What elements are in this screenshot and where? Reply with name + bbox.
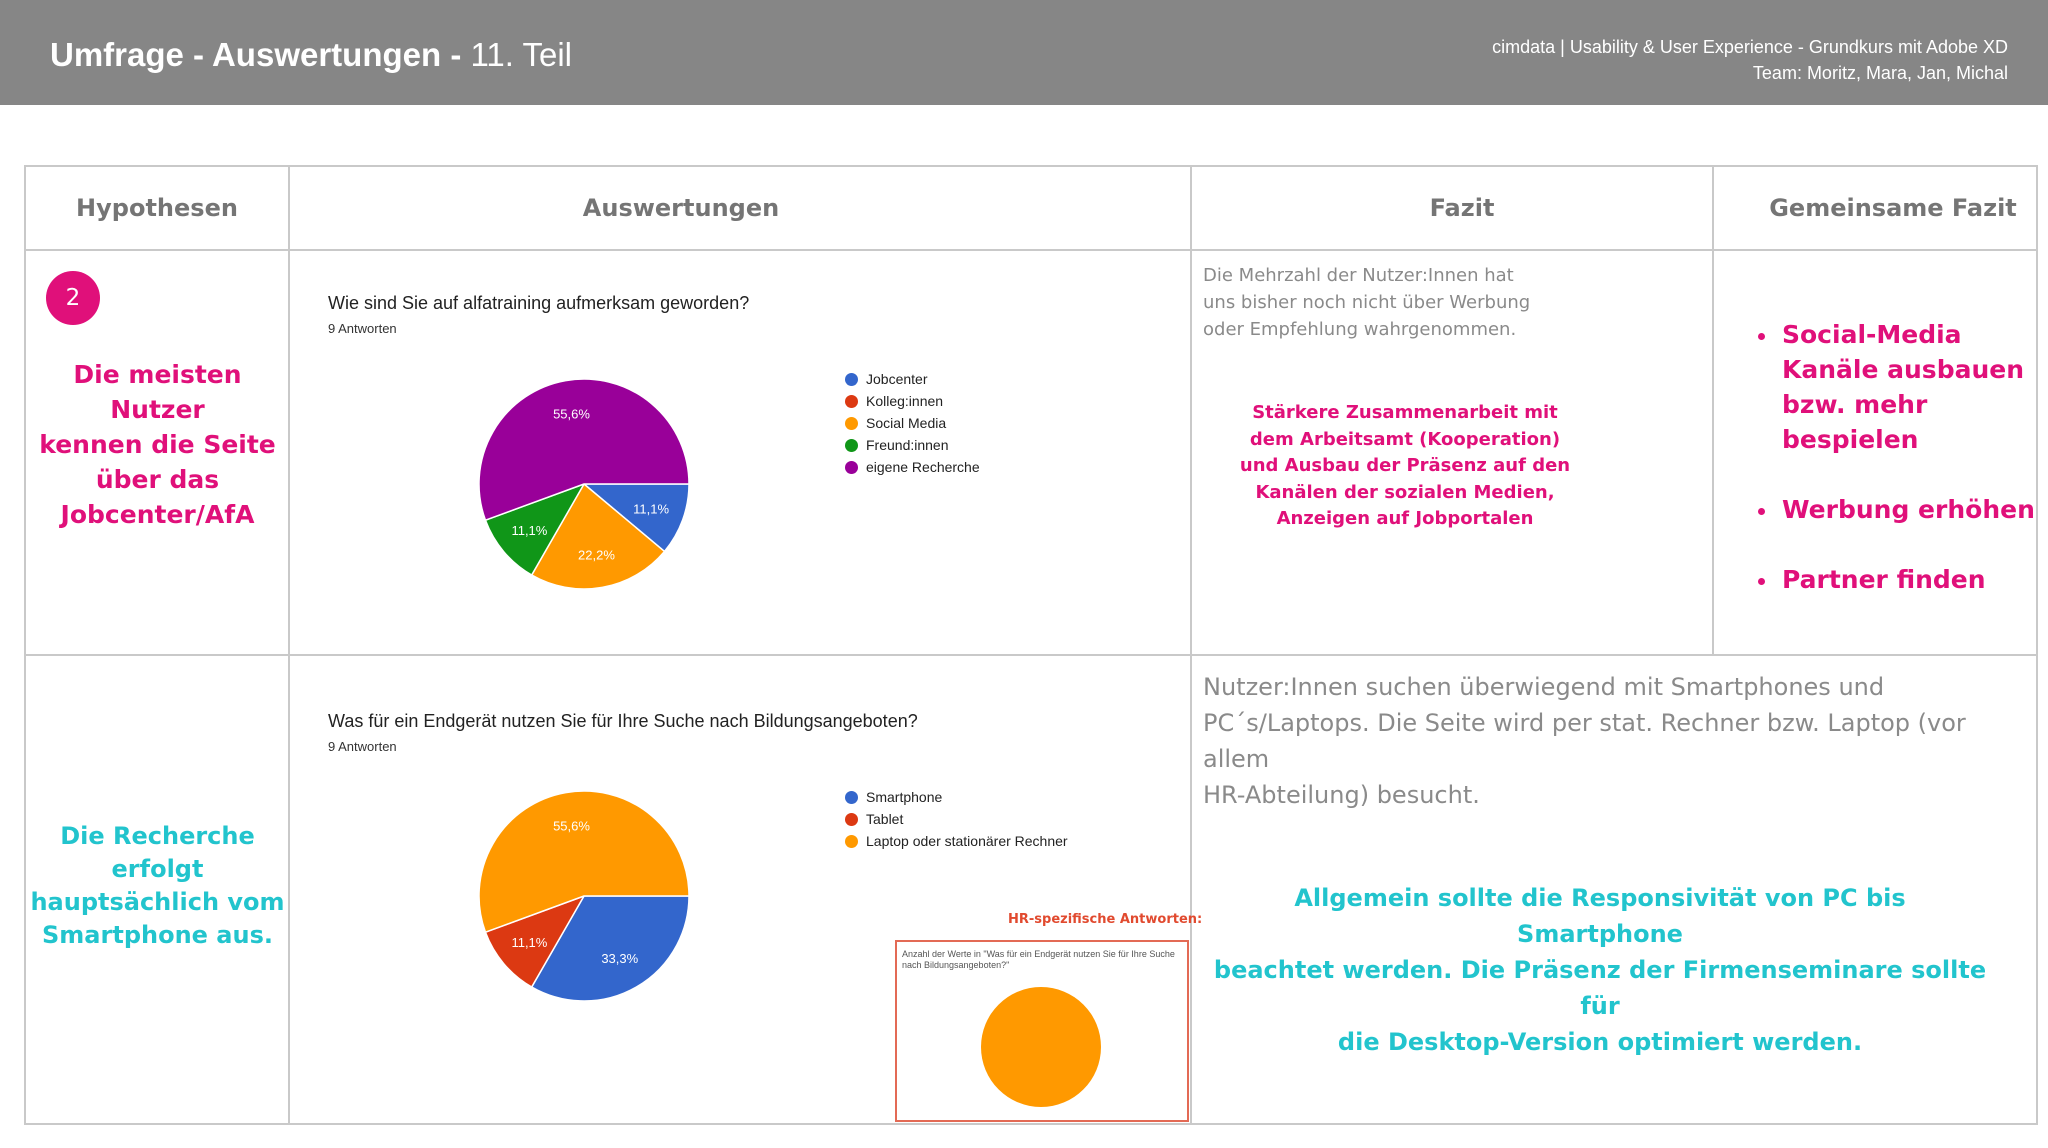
chart-1-legend-swatch: [845, 439, 858, 452]
chart-1-data-label: 22,2%: [578, 547, 615, 563]
chart-2-answer-count: 9 Antworten: [328, 739, 397, 754]
hypothesis-1: [30, 357, 285, 532]
meta-team: Team: Moritz, Mara, Jan, Michal: [1752, 63, 2008, 83]
grid-col1: [288, 165, 290, 1125]
gemeinsame-fazit-line: Kanäle ausbauen: [1782, 355, 2025, 384]
chart-2-legend-swatch: [845, 835, 858, 848]
chart-1-data-label: 11,1%: [511, 523, 548, 539]
chart-2-question: Was für ein Endgerät nutzen Sie für Ihre Suche nach Bildungsangeboten?: [328, 711, 918, 731]
chart-1-legend-label: Social Media: [866, 415, 947, 431]
hr-chart-box: [895, 940, 1189, 1122]
column-header-gemeinsame-fazit: Gemeinsame Fazit: [1769, 193, 2017, 222]
chart-1-answer-count: 9 Antworten: [328, 321, 397, 336]
grid-row1-bottom: [24, 654, 2038, 656]
fazit-1-highlight-line: Anzeigen auf Jobportalen: [1276, 508, 1534, 529]
chart-1-legend-swatch: [845, 373, 858, 386]
fazit-1-highlight: [1230, 400, 1580, 533]
hypothesis-1-line: Jobcenter/AfA: [60, 500, 255, 529]
fazit-1-highlight-line: dem Arbeitsamt (Kooperation): [1249, 428, 1561, 450]
fazit-2-text: [1203, 669, 2033, 813]
gemeinsame-fazit-line: Social-Media: [1782, 320, 1962, 349]
chart-2-legend-label: Laptop oder stationärer Rechner: [866, 833, 1068, 849]
chart-2-legend-item: [845, 808, 1068, 830]
title-bold: Umfrage - Auswertungen -: [50, 36, 462, 73]
fazit-1-highlight-line: Kanälen der sozialen Medien,: [1255, 481, 1555, 503]
fazit-2-line: Nutzer:Innen suchen überwiegend mit Smartphones und: [1203, 673, 1885, 701]
chart-2-legend-swatch: [845, 791, 858, 804]
chart-2-data-label: 33,3%: [601, 950, 639, 966]
chart-1-legend-label: Kolleg:innen: [866, 393, 944, 409]
chart-1-legend-item: [845, 390, 980, 412]
chart-1-legend-swatch: [845, 461, 858, 474]
hypothesis-2-line: Die Recherche: [60, 822, 255, 850]
chart-2-legend-swatch: [845, 813, 858, 826]
chart-1-data-label: 55,6%: [553, 406, 590, 422]
column-header-fazit: Fazit: [1429, 193, 1495, 222]
pie-chart-2: [464, 776, 704, 1016]
fazit-2-line: PC´s/Laptops. Die Seite wird per stat. Rechner bzw. Laptop (vor allem: [1203, 709, 1966, 773]
chart-1-legend-item: [845, 456, 980, 478]
grid-left: [24, 165, 26, 1125]
hypothesis-2-line: hauptsächlich vom: [30, 888, 285, 916]
grid-bottom: [24, 1123, 2038, 1125]
gemeinsame-fazit-list: [1750, 317, 2048, 632]
chart-2-legend: [845, 786, 1068, 852]
gemeinsame-fazit-line: bespielen: [1782, 425, 1919, 454]
fazit-2-highlight-line: beachtet werden. Die Präsenz der Firmenseminare sollte für: [1213, 956, 1987, 1020]
chart-2-legend-label: Smartphone: [866, 789, 943, 805]
fazit-1-highlight-line: Stärkere Zusammenarbeit mit: [1252, 402, 1558, 423]
chart-1-question: Wie sind Sie auf alfatraining aufmerksam geworden?: [328, 293, 750, 313]
fazit-1-text: [1203, 262, 1543, 343]
gemeinsame-fazit-item: [1782, 492, 2048, 527]
hypothesis-2: [30, 820, 285, 952]
gemeinsame-fazit-line: bzw. mehr: [1782, 390, 1928, 419]
fazit-2-highlight-line: die Desktop-Version optimiert werden.: [1337, 1028, 1863, 1056]
column-header-auswertungen: Auswertungen: [582, 193, 780, 222]
chart-2-data-label: 55,6%: [553, 818, 590, 834]
chart-1-legend-item: [845, 368, 980, 390]
meta-course: cimdata | Usability & User Experience - Grundkurs mit Adobe XD: [1492, 37, 2008, 57]
header-bar: [0, 0, 2048, 105]
pie-chart-1: [464, 364, 704, 604]
title-rest: 11. Teil: [470, 36, 572, 73]
pie-chart-hr: [966, 972, 1116, 1122]
column-header-hypothesen: Hypothesen: [76, 193, 238, 222]
hr-chart-caption: Anzahl der Werte in "Was für ein Endgerät nutzen Sie für Ihre Suche nach Bildungsangeboten?": [902, 949, 1175, 970]
header-meta: [1492, 34, 2008, 86]
gemeinsame-fazit-line: Partner finden: [1782, 565, 1986, 594]
hypothesis-1-line: Die meisten Nutzer: [73, 360, 242, 424]
hypothesis-number-badge: 2: [46, 271, 100, 325]
hypothesis-1-line: über das: [95, 465, 220, 494]
fazit-1-highlight-line: und Ausbau der Präsenz auf den: [1239, 455, 1571, 476]
fazit-1-line: uns bisher noch nicht über Werbung: [1203, 292, 1531, 313]
chart-1-data-label: 11,1%: [633, 501, 670, 517]
hypothesis-2-line: Smartphone aus.: [42, 921, 273, 949]
chart-2-legend-label: Tablet: [866, 811, 904, 827]
hypothesis-2-line: erfolgt: [111, 855, 204, 883]
hr-answers-label: HR-spezifische Antworten:: [1008, 912, 1203, 927]
fazit-1-line: Die Mehrzahl der Nutzer:Innen hat: [1203, 265, 1514, 286]
chart-2-legend-item: [845, 786, 1068, 808]
chart-1-legend-item: [845, 412, 980, 434]
gemeinsame-fazit-line: Werbung erhöhen: [1782, 495, 2035, 524]
chart-1-legend-label: Jobcenter: [866, 371, 928, 387]
grid-col2: [1190, 165, 1192, 1125]
hypothesis-1-line: kennen die Seite: [39, 430, 276, 459]
gemeinsame-fazit-item: [1782, 562, 2048, 597]
chart-1-legend-label: Freund:innen: [866, 437, 949, 453]
chart-1-legend: [845, 368, 980, 478]
chart-2-data-label: 11,1%: [511, 935, 548, 951]
fazit-2-highlight: [1210, 880, 1990, 1060]
chart-1-legend-swatch: [845, 417, 858, 430]
chart-2-legend-item: [845, 830, 1068, 852]
slide-title: [50, 36, 572, 74]
chart-hr-slice-laptop-oder-station-rer-rechner: [981, 987, 1101, 1107]
fazit-2-line: HR-Abteilung) besucht.: [1203, 781, 1480, 809]
fazit-2-highlight-line: Allgemein sollte die Responsivität von PC bis Smartphone: [1294, 884, 1906, 948]
chart-1-legend-label: eigene Recherche: [866, 459, 980, 475]
chart-1-legend-item: [845, 434, 980, 456]
chart-1-legend-swatch: [845, 395, 858, 408]
fazit-1-line: oder Empfehlung wahrgenommen.: [1203, 319, 1517, 340]
grid-right: [2036, 165, 2038, 1125]
gemeinsame-fazit-item: [1782, 317, 2048, 457]
